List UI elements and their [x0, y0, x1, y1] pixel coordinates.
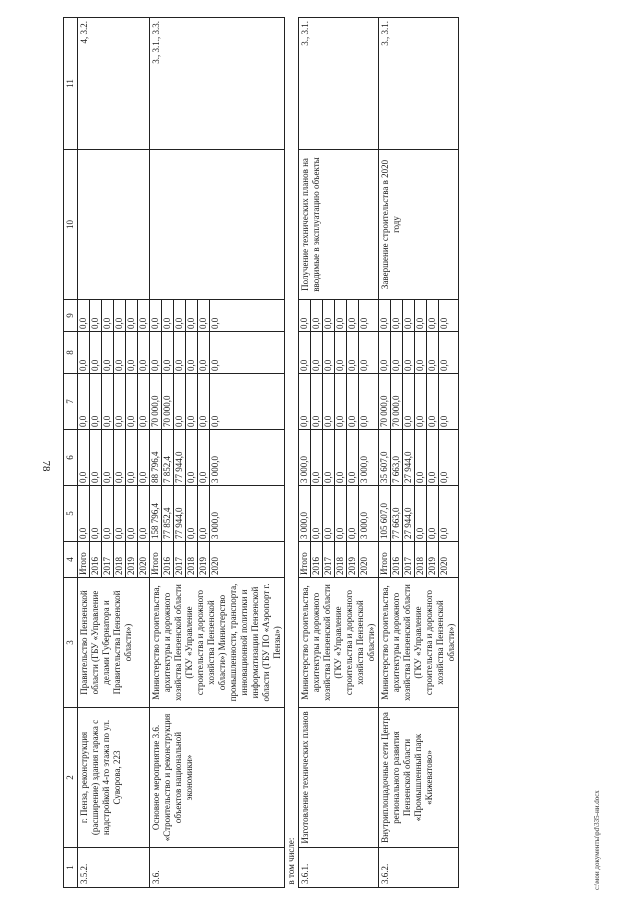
year-list-value: 2019	[126, 542, 138, 577]
year-list	[78, 542, 150, 578]
federal-budget-value: 0,0	[78, 374, 90, 429]
local-budget-value: 0,0	[138, 359, 148, 371]
year-list-value: 2018	[186, 542, 198, 577]
total-funding-value: 0,0	[415, 486, 427, 541]
rotated-table-sheet	[63, 18, 610, 888]
federal-budget-value: 0,0	[138, 415, 148, 427]
page-number: 78	[40, 460, 52, 472]
table-row	[379, 18, 459, 888]
other-sources-value: 0,0	[126, 300, 138, 331]
total-funding-value: 77 852,4	[162, 486, 174, 541]
footer-path: c:\мои документы\pd\335-ни.docx	[593, 790, 601, 890]
other-sources-value: 0,0	[162, 300, 174, 331]
local-budget-value: 0,0	[90, 332, 102, 373]
federal-budget-value: 70 000,0	[391, 374, 403, 429]
column-header-6: 6	[64, 430, 78, 486]
local-budget-value: 0,0	[210, 359, 220, 371]
column-header-4: 4	[64, 542, 78, 578]
column-header-9: 9	[64, 300, 78, 332]
federal-budget-value: 0,0	[311, 374, 323, 429]
federal-budget	[78, 374, 150, 430]
federal-budget-value: 0,0	[347, 374, 359, 429]
row-number: 3.6.2.	[379, 848, 459, 888]
year-list-value: 2018	[415, 542, 427, 577]
total-funding-value: 0,0	[78, 486, 90, 541]
other-sources-value: 0,0	[427, 300, 439, 331]
local-budget-value: 0,0	[150, 332, 162, 373]
year-list-value: Итого	[379, 542, 391, 577]
column-header-1: 1	[64, 848, 78, 888]
total-funding-value: 0,0	[427, 486, 439, 541]
in-that-number-label: в том числе:	[285, 18, 299, 888]
local-budget-value: 0,0	[186, 332, 198, 373]
row-number: 3.6.1.	[299, 848, 379, 888]
year-list-value: 2016	[90, 542, 102, 577]
total-funding-value: 0,0	[439, 527, 449, 539]
total-funding-value: 0,0	[347, 486, 359, 541]
other-sources-value: 0,0	[379, 300, 391, 331]
other-sources-value: 0,0	[210, 317, 220, 329]
other-sources-value: 0,0	[323, 300, 335, 331]
federal-budget-value: 70 000,0	[379, 374, 391, 429]
total-funding-value: 0,0	[186, 486, 198, 541]
column-header-7: 7	[64, 374, 78, 430]
local-budget-value: 0,0	[403, 332, 415, 373]
local-budget	[299, 332, 379, 374]
other-sources-value: 0,0	[90, 300, 102, 331]
other-sources-value: 0,0	[138, 317, 148, 329]
local-budget-value: 0,0	[78, 332, 90, 373]
local-budget-value: 0,0	[162, 332, 174, 373]
regional-budget-value: 3 000,0	[359, 456, 369, 483]
local-budget-value: 0,0	[323, 332, 335, 373]
other-sources-value: 0,0	[198, 300, 210, 331]
regional-budget-value: 0,0	[347, 430, 359, 485]
federal-budget-value: 0,0	[335, 374, 347, 429]
total-funding-value: 0,0	[138, 527, 148, 539]
local-budget-value: 0,0	[335, 332, 347, 373]
local-budget-value: 0,0	[359, 359, 369, 371]
federal-budget-value: 0,0	[299, 374, 311, 429]
local-budget-value: 0,0	[198, 332, 210, 373]
other-sources-value: 0,0	[102, 300, 114, 331]
year-list	[150, 542, 285, 578]
regional-budget-value: 0,0	[335, 430, 347, 485]
local-budget	[379, 332, 459, 374]
total-funding-value: 3 000,0	[299, 486, 311, 541]
local-budget-value: 0,0	[439, 359, 449, 371]
in-that-number-row	[285, 18, 299, 888]
year-list-value: 2016	[162, 542, 174, 577]
total-funding	[78, 486, 150, 542]
column-header-2: 2	[64, 708, 78, 848]
table-row	[150, 18, 285, 888]
local-budget-value: 0,0	[174, 332, 186, 373]
other-sources-value: 0,0	[439, 317, 449, 329]
header-row	[64, 18, 78, 888]
regional-budget-value: 27 944,0	[403, 430, 415, 485]
local-budget-value: 0,0	[379, 332, 391, 373]
year-list-value: 2019	[198, 542, 210, 577]
other-sources-value: 0,0	[347, 300, 359, 331]
total-funding-value: 0,0	[102, 486, 114, 541]
regional-budget-value: 0,0	[114, 430, 126, 485]
regional-budget-value: 0,0	[198, 430, 210, 485]
total-funding-value: 3 000,0	[359, 512, 369, 539]
federal-budget-value: 0,0	[210, 415, 220, 427]
indicator-link: 3., 3.1., 3.3.	[150, 18, 285, 150]
total-funding-value: 0,0	[90, 486, 102, 541]
total-funding-value: 158 796,4	[150, 486, 162, 541]
year-list-value: 2019	[427, 542, 439, 577]
other-sources-value: 0,0	[391, 300, 403, 331]
federal-budget	[379, 374, 459, 430]
federal-budget-value: 70 000,0	[150, 374, 162, 429]
executor-name: Правительство Пензенской области (ГБУ «Управление делами Губернатора и Правительства Пензенской области»)	[78, 578, 150, 708]
federal-budget	[299, 374, 379, 430]
federal-budget-value: 0,0	[174, 374, 186, 429]
federal-budget-value: 0,0	[198, 374, 210, 429]
year-list-value: Итого	[78, 542, 90, 577]
other-sources-value: 0,0	[299, 300, 311, 331]
federal-budget-value: 0,0	[323, 374, 335, 429]
column-header-11: 11	[64, 18, 78, 150]
year-list-value: 2016	[311, 542, 323, 577]
regional-budget	[150, 430, 285, 486]
year-list-value: 2019	[347, 542, 359, 577]
other-sources-value: 0,0	[359, 317, 369, 329]
total-funding-value: 105 607,0	[379, 486, 391, 541]
total-funding-value: 0,0	[126, 486, 138, 541]
program-table	[63, 17, 459, 888]
federal-budget-value: 70 000,0	[162, 374, 174, 429]
year-list-value: 2020	[210, 557, 220, 575]
year-list-value: 2017	[102, 542, 114, 577]
total-funding-value: 0,0	[323, 486, 335, 541]
local-budget-value: 0,0	[347, 332, 359, 373]
year-list-value: 2020	[138, 557, 148, 575]
regional-budget-value: 0,0	[311, 430, 323, 485]
other-sources	[299, 300, 379, 332]
year-list-value: 2017	[403, 542, 415, 577]
federal-budget	[150, 374, 285, 430]
regional-budget-value: 0,0	[427, 430, 439, 485]
local-budget-value: 0,0	[126, 332, 138, 373]
federal-budget-value: 0,0	[427, 374, 439, 429]
federal-budget-value: 0,0	[102, 374, 114, 429]
column-header-8: 8	[64, 332, 78, 374]
year-list	[299, 542, 379, 578]
other-sources	[379, 300, 459, 332]
measure-name: Основное мероприятие 3.6. «Строительство и реконструкция объектов национальной экономики»	[150, 708, 285, 848]
row-number: 3.6.	[150, 848, 285, 888]
federal-budget-value: 0,0	[90, 374, 102, 429]
other-sources-value: 0,0	[150, 300, 162, 331]
total-funding	[379, 486, 459, 542]
other-sources-value: 0,0	[174, 300, 186, 331]
year-list-value: 2020	[359, 557, 369, 575]
column-header-5: 5	[64, 486, 78, 542]
total-funding-value: 77 663,0	[391, 486, 403, 541]
expected-result	[150, 150, 285, 300]
total-funding-value: 0,0	[114, 486, 126, 541]
indicator-link: 3., 3.1.	[379, 18, 459, 150]
table-row	[299, 18, 379, 888]
year-list-value: 2018	[114, 542, 126, 577]
federal-budget-value: 0,0	[114, 374, 126, 429]
other-sources-value: 0,0	[78, 300, 90, 331]
total-funding-value: 0,0	[198, 486, 210, 541]
local-budget	[150, 332, 285, 374]
regional-budget-value: 0,0	[78, 430, 90, 485]
federal-budget-value: 0,0	[359, 415, 369, 427]
regional-budget-value: 0,0	[415, 430, 427, 485]
row-number: 3.5.2.	[78, 848, 150, 888]
local-budget-value: 0,0	[102, 332, 114, 373]
regional-budget-value: 7 852,4	[162, 430, 174, 485]
total-funding-value: 0,0	[335, 486, 347, 541]
other-sources	[150, 300, 285, 332]
year-list-value: 2017	[174, 542, 186, 577]
regional-budget-value: 0,0	[323, 430, 335, 485]
indicator-link: 4, 3.2.	[78, 18, 150, 150]
regional-budget	[78, 430, 150, 486]
local-budget-value: 0,0	[391, 332, 403, 373]
year-list-value: Итого	[150, 542, 162, 577]
measure-name: г. Пенза, реконструкция (расширение) здания гаража с надстройкой 4-го этажа по ул. Суворова, 223	[78, 708, 150, 848]
total-funding-value: 0,0	[311, 486, 323, 541]
expected-result	[78, 150, 150, 300]
other-sources-value: 0,0	[403, 300, 415, 331]
regional-budget-value: 0,0	[126, 430, 138, 485]
expected-result: Завершение строительства в 2020 году	[379, 150, 459, 300]
federal-budget-value: 0,0	[403, 374, 415, 429]
total-funding-value: 27 944,0	[403, 486, 415, 541]
year-list-value: 2017	[323, 542, 335, 577]
regional-budget-value: 0,0	[90, 430, 102, 485]
regional-budget-value: 0,0	[138, 471, 148, 483]
executor-name: Министерство строительства, архитектуры и дорожного хозяйства Пензенской области (ГКУ «Управление строительства и дорожного хозяйства Пензенской области»)	[379, 578, 459, 708]
other-sources-value: 0,0	[311, 300, 323, 331]
regional-budget-value: 7 663,0	[391, 430, 403, 485]
local-budget-value: 0,0	[299, 332, 311, 373]
executor-name: Министерство строительства, архитектуры и дорожного хозяйства Пензенской области (ГКУ «Управление строительства и дорожного хозяйства Пензенской области»)	[299, 578, 379, 708]
regional-budget-value: 0,0	[439, 471, 449, 483]
regional-budget-value: 88 796,4	[150, 430, 162, 485]
total-funding	[150, 486, 285, 542]
executor-name: Министерство строительства, архитектуры и дорожного хозяйства Пензенской области (ГКУ «Управление строительства и дорожного хозяйства Пензенской области») Министерство промышленности, транспорта, инновационной политики и информатизации Пензенской области (ГБУ ПО «Аэропорт г. Пензы»)	[150, 578, 285, 708]
indicator-link: 3., 3.1.	[299, 18, 379, 150]
local-budget-value: 0,0	[415, 332, 427, 373]
year-list-value: 2020	[439, 557, 449, 575]
regional-budget-value: 35 607,0	[379, 430, 391, 485]
expected-result: Получение технических планов на вводимые в эксплуатацию объекты	[299, 150, 379, 300]
federal-budget-value: 0,0	[186, 374, 198, 429]
regional-budget-value: 77 944,0	[174, 430, 186, 485]
year-list-value: 2016	[391, 542, 403, 577]
local-budget-value: 0,0	[114, 332, 126, 373]
measure-name: Изготовление технических планов	[299, 708, 379, 848]
total-funding	[299, 486, 379, 542]
local-budget-value: 0,0	[311, 332, 323, 373]
year-list	[379, 542, 459, 578]
other-sources-value: 0,0	[335, 300, 347, 331]
regional-budget	[299, 430, 379, 486]
table-row	[78, 18, 150, 888]
local-budget	[78, 332, 150, 374]
measure-name: Внутриплощадочные сети Центра регионального развития Пензенской области «Промышленный парк «Кижеватово»	[379, 708, 459, 848]
federal-budget-value: 0,0	[415, 374, 427, 429]
local-budget-value: 0,0	[427, 332, 439, 373]
total-funding-value: 3 000,0	[210, 512, 220, 539]
regional-budget-value: 0,0	[186, 430, 198, 485]
regional-budget-value: 3 000,0	[299, 430, 311, 485]
federal-budget-value: 0,0	[126, 374, 138, 429]
other-sources-value: 0,0	[114, 300, 126, 331]
other-sources-value: 0,0	[415, 300, 427, 331]
regional-budget-value: 0,0	[102, 430, 114, 485]
year-list-value: Итого	[299, 542, 311, 577]
federal-budget-value: 0,0	[439, 415, 449, 427]
year-list-value: 2018	[335, 542, 347, 577]
other-sources-value: 0,0	[186, 300, 198, 331]
total-funding-value: 77 944,0	[174, 486, 186, 541]
other-sources	[78, 300, 150, 332]
column-header-10: 10	[64, 150, 78, 300]
column-header-3: 3	[64, 578, 78, 708]
regional-budget-value: 3 000,0	[210, 456, 220, 483]
regional-budget	[379, 430, 459, 486]
